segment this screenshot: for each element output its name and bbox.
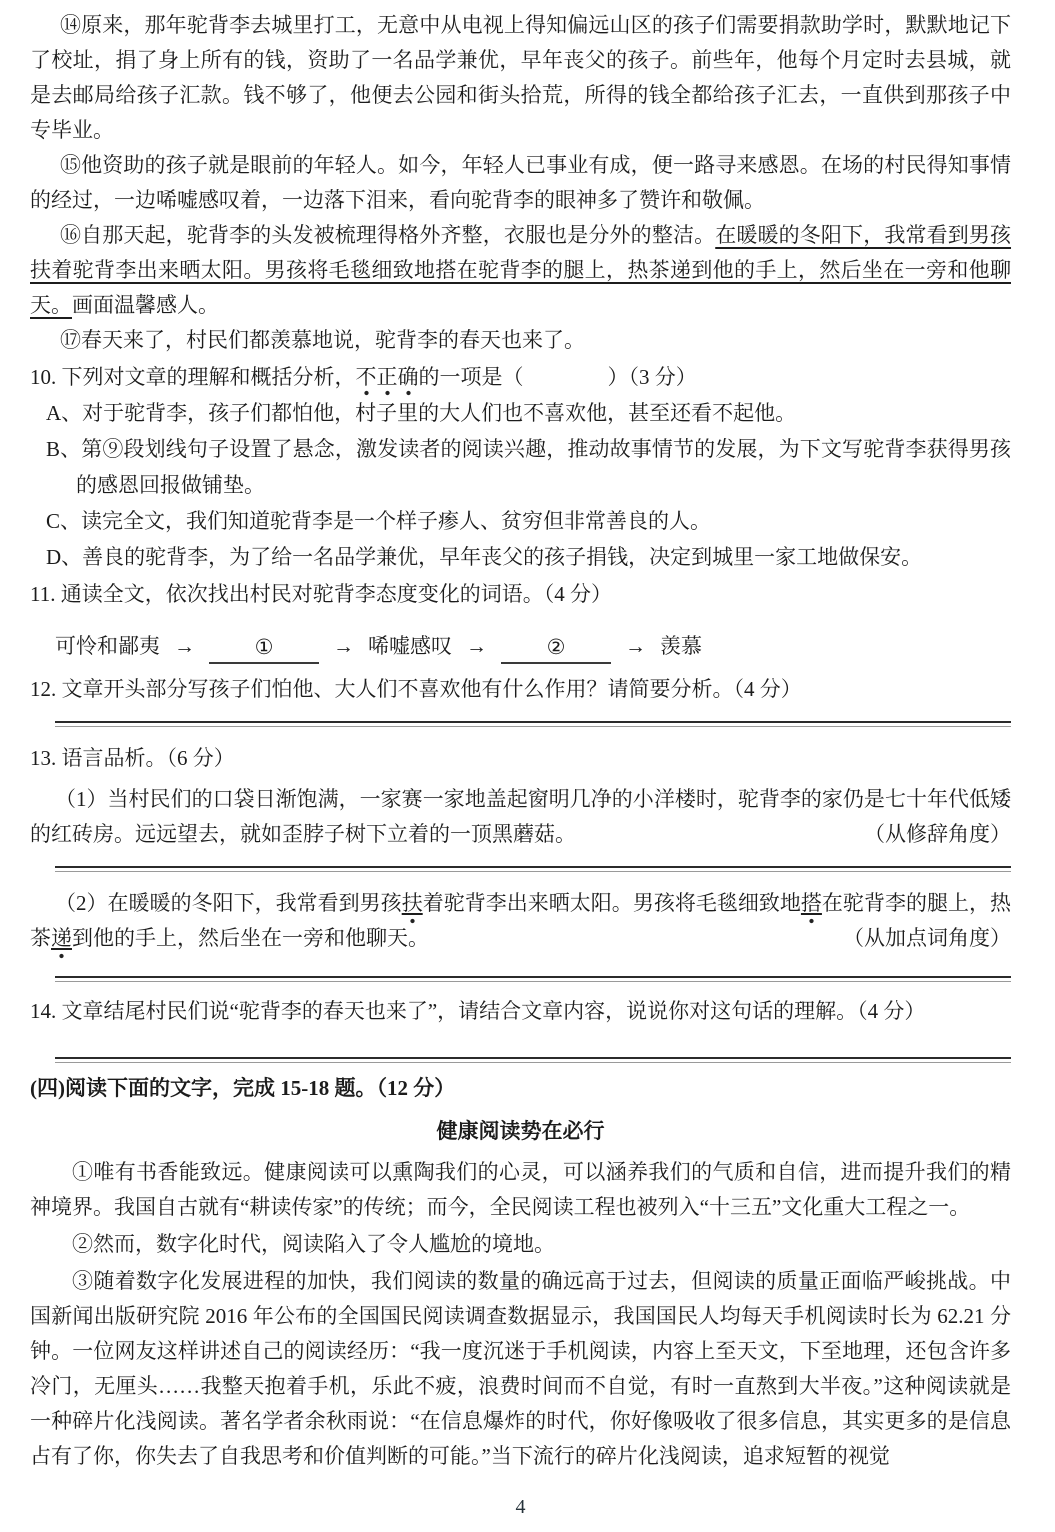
question-13-item-2-text: （2）在暖暖的冬阳下，我常看到男孩 (55, 891, 402, 915)
essay-paragraph-3: ③随着数字化发展进程的加快，我们阅读的数量的确远高于过去，但阅读的质量正面临严峻挑战。中国新闻出版研究院 2016 年公布的全国国民阅读调查数据显示，我国国民人均每天手机阅读时长为 62.21 分钟。一位网友这样讲述自己的阅读经历：“我一度沉迷于手机阅读，内容上至天文，下至地理，还包含许多冷门，无厘头……我整天抱着手机，乐此不疲，浪费时间而不自觉，有时一直熬到大半夜。”这种阅读就是一种碎片化浅阅读。著名学者余秋雨说：“在信息爆炸的时代，你好像吸收了很多信息，其实更多的是信息占有了你，你失去了自我思考和价值判断的可能。”当下流行的碎片化浅阅读，追求短暂的视觉 (30, 1269, 1011, 1468)
answer-blank-2: ② (501, 632, 611, 664)
question-13-item-1-text: （1）当村民们的口袋日渐饱满，一家赛一家地盖起窗明几净的小洋楼时，驼背李的家仍是七十年代低矮的红砖房。远远望去，就如歪脖子树下立着的一顶黑蘑菇。 (30, 787, 1011, 846)
paragraph-17: ⑰春天来了，村民们都羡慕地说，驼背李的春天也来了。 (60, 328, 585, 352)
essay-title: 健康阅读势在必行 (436, 1119, 605, 1143)
question-13-item-2-text: 着驼背李出来晒太阳。男孩将毛毯细致地 (422, 891, 801, 915)
rhetoric-angle-note: （从修辞角度） (864, 822, 1011, 846)
paragraph-15: ⑮他资助的孩子就是眼前的年轻人。如今，年轻人已事业有成，便一路寻来感恩。在场的村民得知事情的经过，一边唏嘘感叹着，一边落下泪来，看向驼背李的眼神多了赞许和敬佩。 (30, 153, 1011, 212)
section-4-heading: (四)阅读下面的文字，完成 15-18 题。（12 分） (30, 1076, 456, 1100)
flow-word-3: 羡慕 (660, 634, 702, 658)
page-number: 4 (515, 1496, 526, 1518)
question-13-item-2-text: 在驼背李的腿上，热茶 (30, 891, 1012, 950)
arrow-icon: → (174, 634, 195, 658)
arrow-icon: → (625, 634, 646, 658)
paragraph-16-ending: 画面温馨感人。 (72, 293, 219, 317)
question-11-flow (55, 622, 1011, 664)
paragraph-16-underlined-sentence: 在暖暖的冬阳下，我常看到男孩扶着驼背李出来晒太阳。男孩将毛毯细致地搭在驼背李的腿上，热茶递到他的手上，然后坐在一旁和他聊天。 (30, 223, 1012, 317)
answer-line (55, 976, 1011, 982)
answer-blank-1: ① (209, 632, 319, 664)
option-b: B、第⑨段划线句子设置了悬念，激发读者的阅读兴趣，推动故事情节的发展，为下文写驼背李获得男孩的感恩回报做铺垫。 (46, 437, 1011, 497)
arrow-icon: → (466, 634, 487, 658)
question-10-stem (30, 360, 1011, 395)
flow-word-2: 唏嘘感叹 (368, 634, 452, 658)
question-13-item-2-text: 到他的手上，然后坐在一旁和他聊天。 (72, 926, 429, 950)
question-12-stem: 12. 文章开头部分写孩子们怕他、大人们不喜欢他有什么作用？请简要分析。（4 分） (30, 677, 802, 701)
dotted-word-di: 递 (51, 926, 72, 959)
option-d: D、善良的驼背李，为了给一名品学兼优，早年丧父的孩子捐钱，决定到城里一家工地做保安。 (46, 545, 923, 569)
dotted-word-angle-note: （从加点词角度） (843, 926, 1011, 950)
paragraph-16-text: ⑯自那天起，驼背李的头发被梳理得格外齐整，衣服也是分外的整洁。 (60, 223, 716, 247)
essay-paragraph-2: ②然而，数字化时代，阅读陷入了令人尴尬的境地。 (72, 1232, 555, 1256)
question-10-stem-pre: 10. 下列对文章的理解和概括分析， (30, 365, 356, 389)
question-10-stem-post: 的一项是（ ）（3 分） (418, 365, 697, 389)
answer-line (55, 1057, 1011, 1063)
question-13-stem: 13. 语言品析。（6 分） (30, 746, 235, 770)
dotted-word-fu: 扶 (402, 891, 423, 924)
question-11-stem: 11. 通读全文，依次找出村民对驼背李态度变化的词语。（4 分） (30, 582, 612, 606)
question-14-stem: 14. 文章结尾村民们说“驼背李的春天也来了”，请结合文章内容，说说你对这句话的理解。（4 分） (30, 999, 926, 1023)
paragraph-16 (30, 218, 1011, 323)
question-13-item-1 (30, 782, 1011, 852)
dotted-word-da: 搭 (801, 891, 822, 924)
flow-word-1: 可怜和鄙夷 (55, 634, 160, 658)
arrow-icon: → (333, 634, 354, 658)
question-10-options (46, 395, 1011, 575)
essay-paragraph-1: ①唯有书香能致远。健康阅读可以熏陶我们的心灵，可以涵养我们的气质和自信，进而提升我们的精神境界。我国自古就有“耕读传家”的传统；而今，全民阅读工程也被列入“十三五”文化重大工程之一。 (30, 1160, 1011, 1219)
question-10-emphasized-word: 不正确 (356, 365, 419, 396)
answer-line (55, 721, 1011, 727)
answer-line (55, 866, 1011, 872)
paragraph-14: ⑭原来，那年驼背李去城里打工，无意中从电视上得知偏远山区的孩子们需要捐款助学时，默默地记下了校址，捐了身上所有的钱，资助了一名品学兼优，早年丧父的孩子。前些年，他每个月定时去县城，就是去邮局给孩子汇款。钱不够了，他便去公园和街头拾荒，所得的钱全都给孩子汇去，一直供到那孩子中专毕业。 (30, 13, 1011, 142)
question-13-item-2 (30, 886, 1011, 956)
option-c: C、读完全文，我们知道驼背李是一个样子瘆人、贫穷但非常善良的人。 (46, 509, 712, 533)
option-a: A、对于驼背李，孩子们都怕他，村子里的大人们也不喜欢他，甚至还看不起他。 (46, 401, 797, 425)
